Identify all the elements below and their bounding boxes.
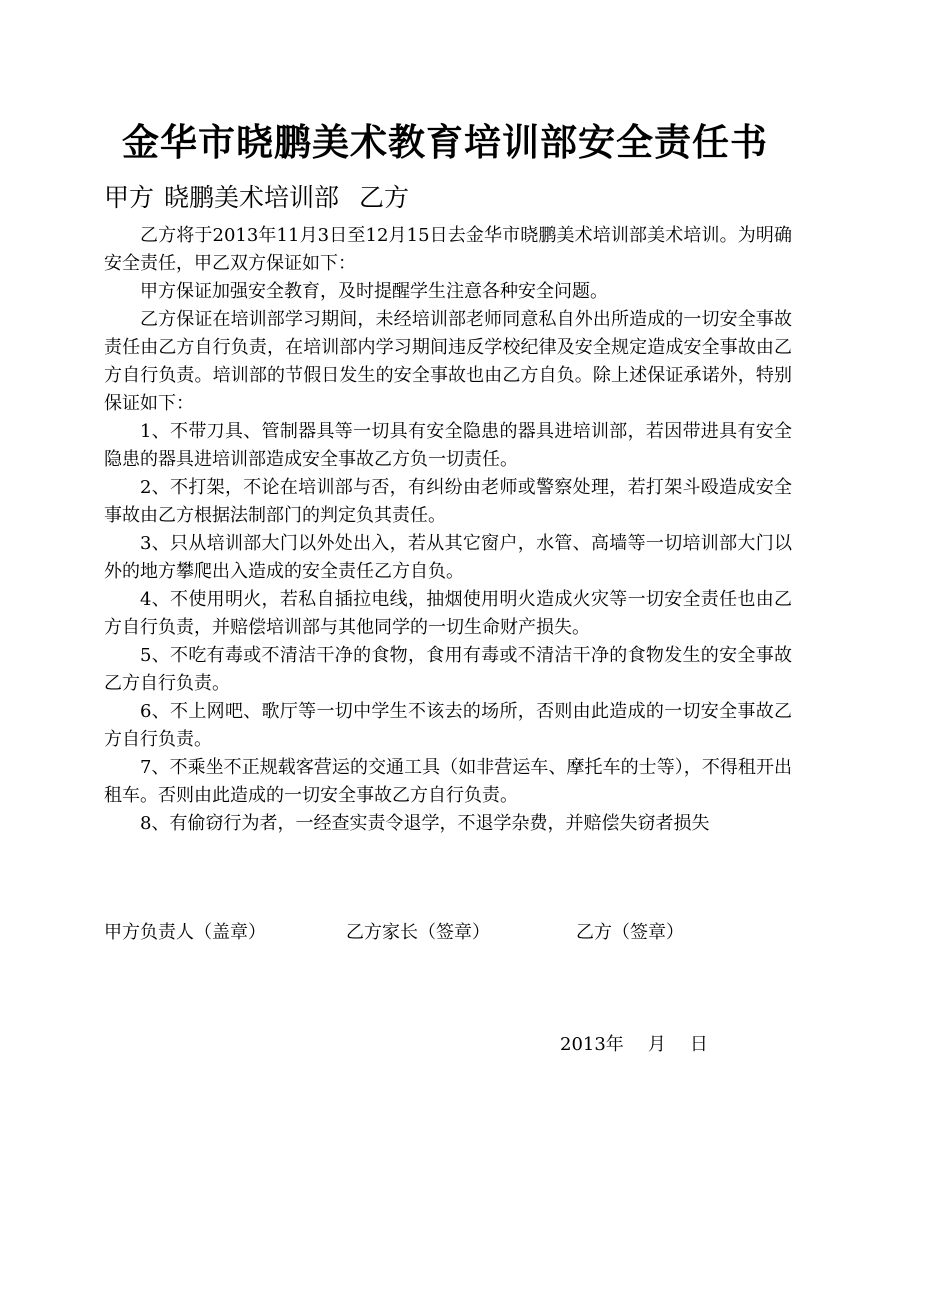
paragraph-party-a-guarantee: 甲方保证加强安全教育，及时提醒学生注意各种安全问题。: [140, 281, 608, 302]
signature-party-a: 甲方负责人（盖章）: [104, 922, 266, 943]
date-year: 2013年: [560, 1034, 624, 1055]
document-title: 金华市晓鹏美术教育培训部安全责任书: [122, 120, 768, 164]
signature-party-b: 乙方（签章）: [576, 922, 684, 943]
clause-6: 6、不上网吧、歌厅等一切中学生不该去的场所，否则由此造成的一切安全事故乙方自行负责。: [104, 701, 792, 750]
party-b-label: 乙方: [359, 183, 410, 212]
date-line: [560, 1030, 708, 1056]
paragraph-party-b-guarantee: 乙方保证在培训部学习期间，未经培训部老师同意私自外出所造成的一切安全事故责任由乙方自行负责，在培训部内学习期间违反学校纪律及安全规定造成安全事故由乙方自行负责。培训部的节假日发生的安全事故也由乙方自负。除上述保证承诺外，特别保证如下：: [104, 309, 792, 414]
party-a-name: 晓鹏美术培训部: [164, 183, 340, 212]
parties-line: [104, 178, 409, 214]
document-body: [104, 222, 792, 838]
clause-5: 5、不吃有毒或不清洁干净的食物，食用有毒或不清洁干净的食物发生的安全事故乙方自行负责。: [104, 645, 792, 694]
clause-2: 2、不打架，不论在培训部与否，有纠纷由老师或警察处理，若打架斗殴造成安全事故由乙方根据法制部门的判定负其责任。: [104, 477, 792, 526]
clause-8: 8、有偷窃行为者，一经查实责令退学，不退学杂费，并赔偿失窃者损失: [140, 813, 710, 834]
date-day: 日: [689, 1034, 708, 1055]
clause-4: 4、不使用明火，若私自插拉电线，抽烟使用明火造成火灾等一切安全责任也由乙方自行负责，并赔偿培训部与其他同学的一切生命财产损失。: [104, 589, 792, 638]
signature-guardian: 乙方家长（签章）: [346, 922, 490, 943]
date-month: 月: [647, 1034, 666, 1055]
clause-1: 1、不带刀具、管制器具等一切具有安全隐患的器具进培训部，若因带进具有安全隐患的器具进培训部造成安全事故乙方负一切责任。: [104, 421, 792, 470]
party-a-label: 甲方: [104, 183, 155, 212]
signature-line: [104, 918, 684, 944]
paragraph-intro: 乙方将于2013年11月3日至12月15日去金华市晓鹏美术培训部美术培训。为明确安全责任，甲乙双方保证如下：: [104, 225, 792, 274]
clause-7: 7、不乘坐不正规载客营运的交通工具（如非营运车、摩托车的士等），不得租开出租车。否则由此造成的一切安全事故乙方自行负责。: [104, 757, 792, 806]
clause-3: 3、只从培训部大门以外处出入，若从其它窗户，水管、高墙等一切培训部大门以外的地方攀爬出入造成的安全责任乙方自负。: [104, 533, 792, 582]
